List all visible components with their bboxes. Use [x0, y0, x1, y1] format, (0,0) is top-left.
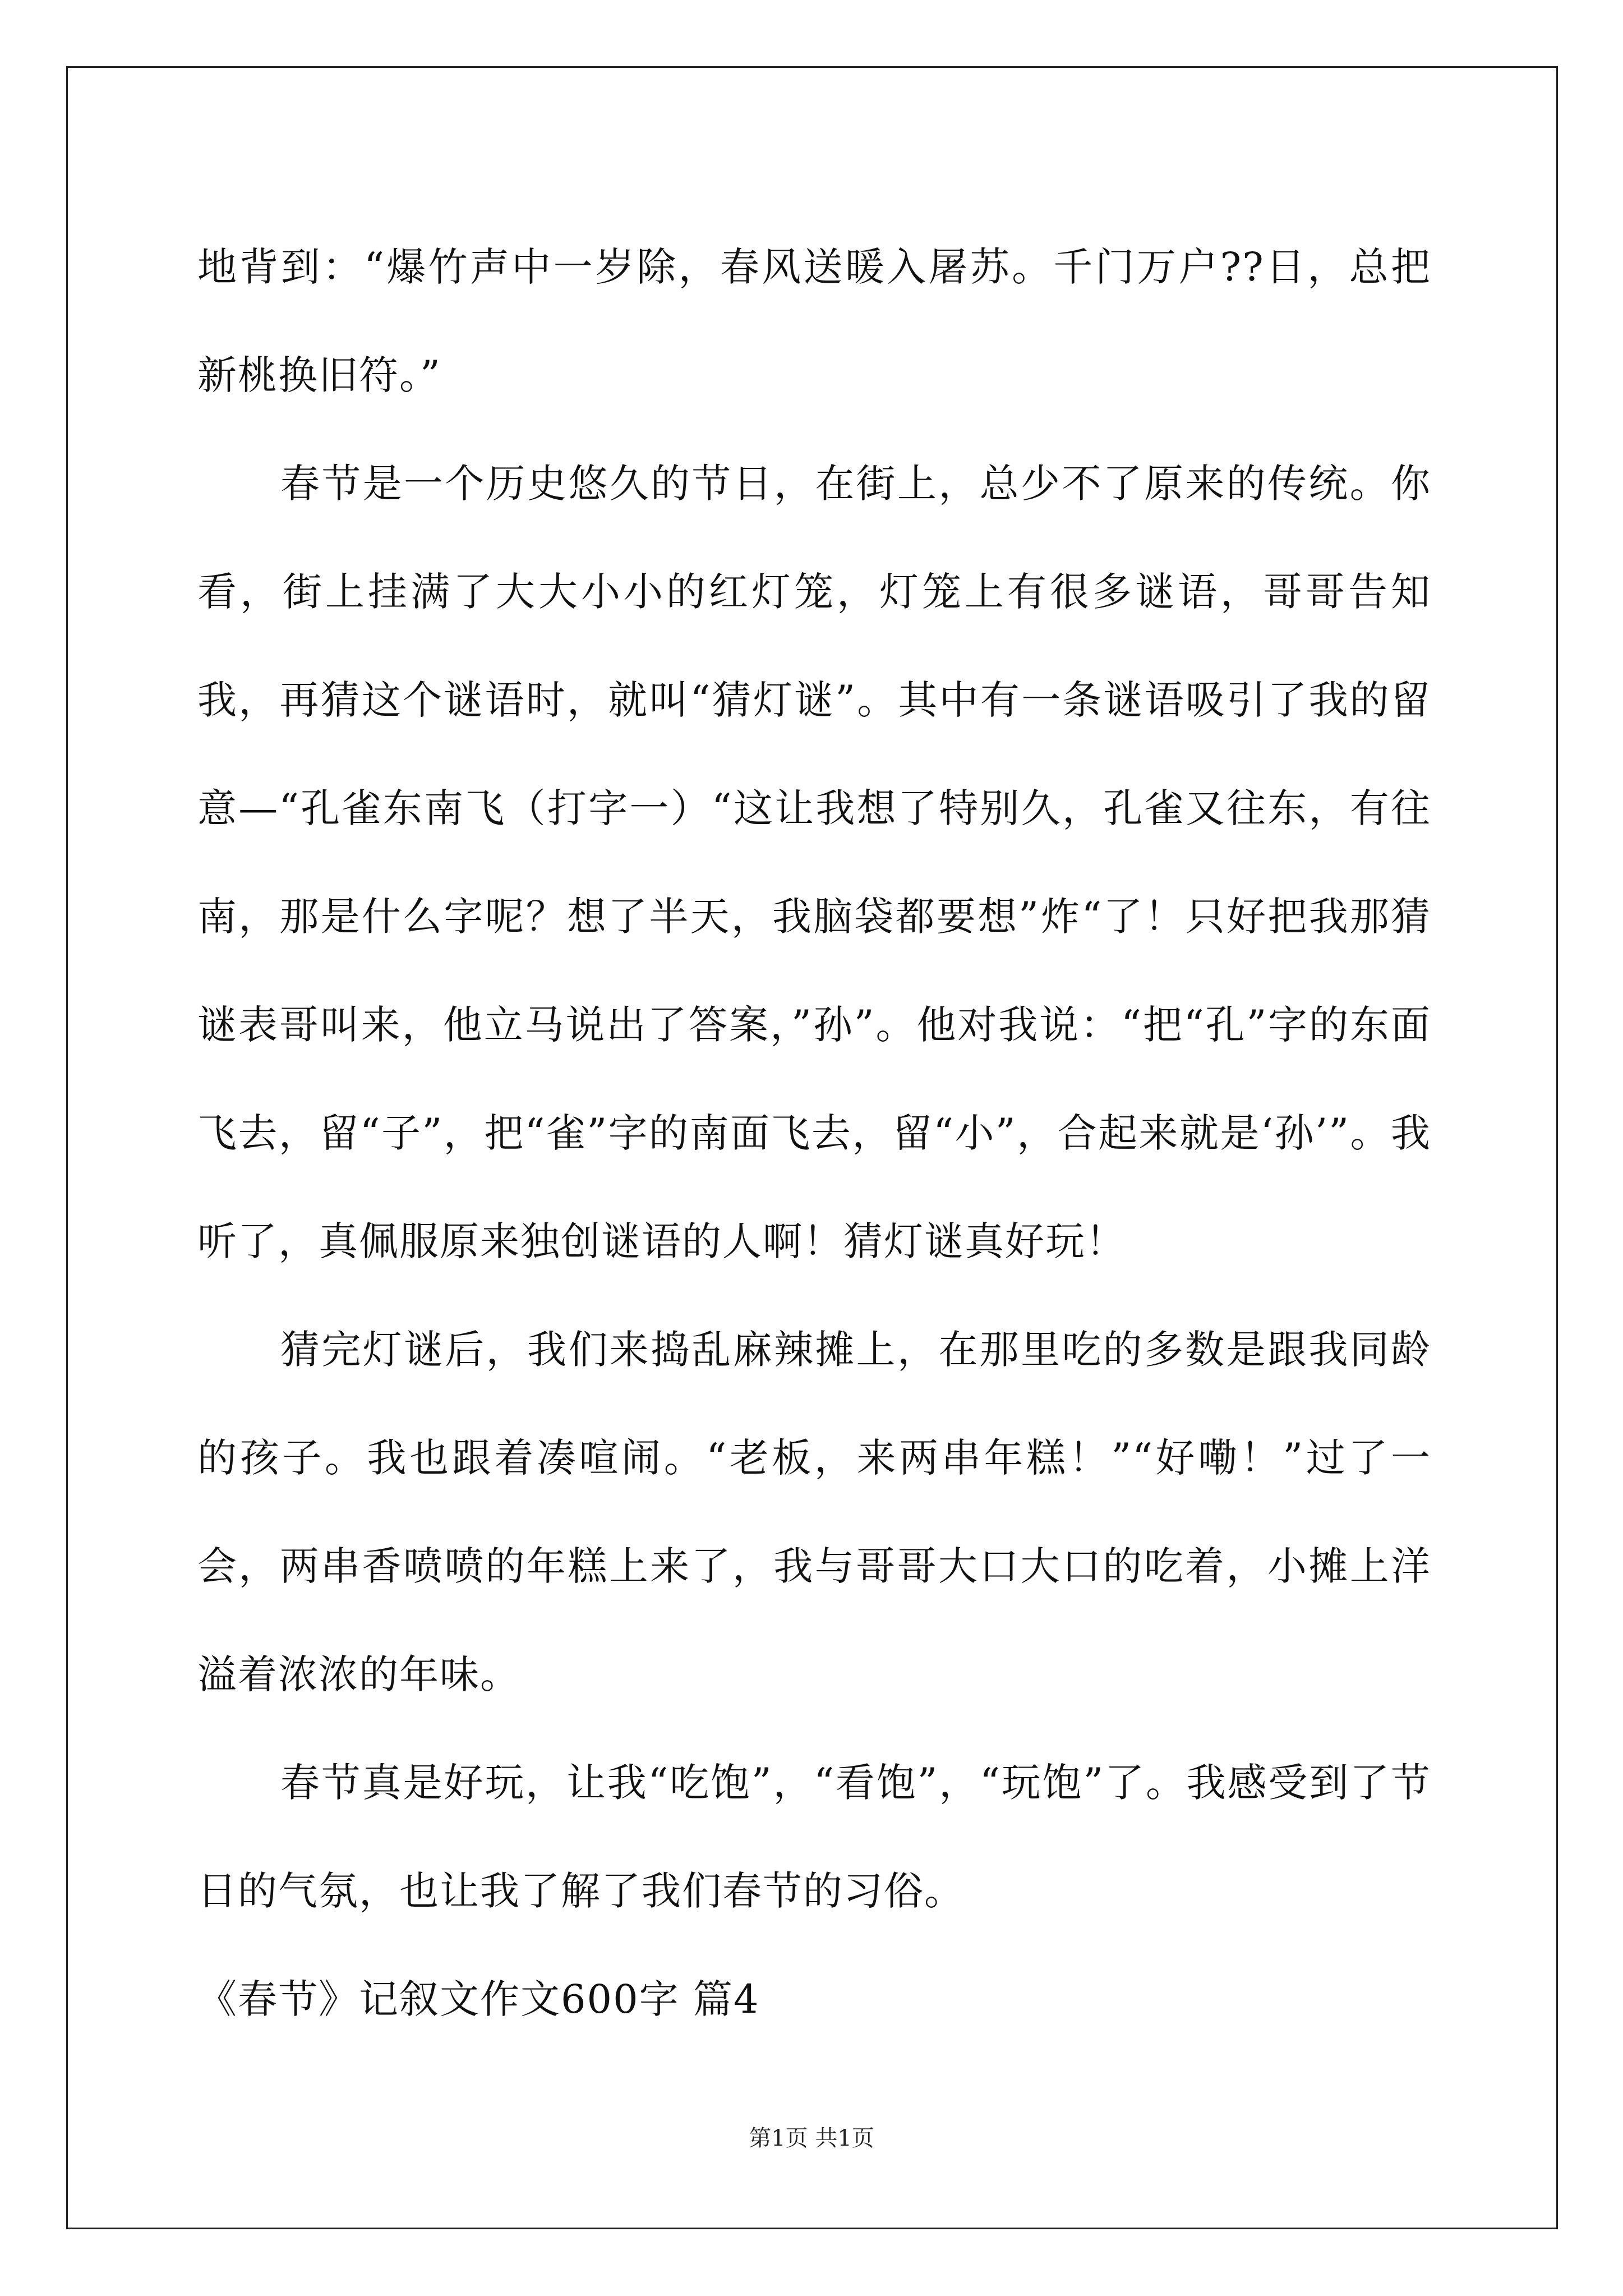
- paragraph-2: 春节是一个历史悠久的节日，在街上，总少不了原来的传统。你看，街上挂满了大大小小的红灯笼，灯笼上有很多谜语，哥哥告知我，再猜这个谜语时，就叫“猜灯谜”。其中有一条谜语吸引了我的留意—“孔雀东南飞（打字一）“这让我想了特别久，孔雀又往东，有往南，那是什么字呢？想了半天，我脑袋都要想”炸“了！只好把我那猜谜表哥叫来，他立马说出了答案，”孙”。他对我说：“把“孔”字的东面飞去，留“子”，把“雀”字的南面飞去，留“小”，合起来就是‘孙’”。我听了，真佩服原来独创谜语的人啊！猜灯谜真好玩！: [197, 461, 1431, 1264]
- document-body: [197, 213, 1431, 2054]
- paragraph-4: 春节真是好玩，让我“吃饱”，“看饱”，“玩饱”了。我感受到了节日的气氛，也让我了解了我们春节的习俗。: [197, 1760, 1431, 1914]
- paragraph-3: 猜完灯谜后，我们来捣乱麻辣摊上，在那里吃的多数是跟我同龄的孩子。我也跟着凑喧闹。“老板，来两串年糕！”“好嘞！”过了一会，两串香喷喷的年糕上来了，我与哥哥大口大口的吃着，小摊上洋溢着浓浓的年味。: [197, 1327, 1431, 1697]
- page-number: 第1页 共1页: [749, 2125, 874, 2151]
- page-footer: [0, 2120, 1623, 2152]
- paragraph-1: 地背到：“爆竹声中一岁除，春风送暖入屠苏。千门万户??日，总把新桃换旧符。”: [197, 244, 1431, 398]
- section-heading: 《春节》记叙文作文600字 篇4: [197, 1976, 760, 2022]
